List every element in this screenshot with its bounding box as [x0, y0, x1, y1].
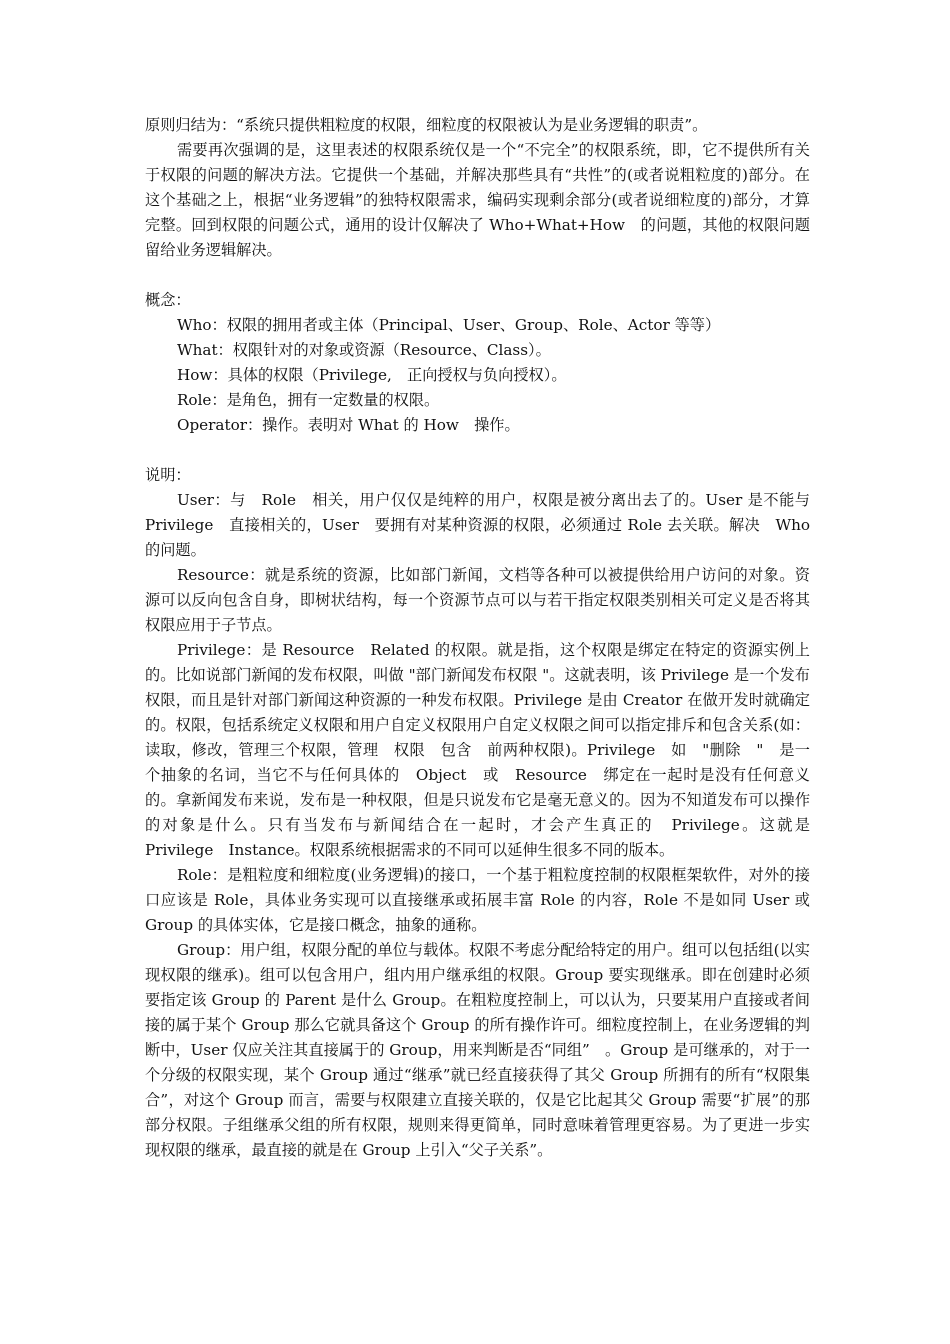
concept-operator: Operator：操作。表明对 What 的 How 操作。	[177, 416, 520, 434]
explanation-user: User：与 Role 相关，用户仅仅是纯粹的用户，权限是被分离出去了的。User 是不能与 Privilege 直接相关的，User 要拥有对某种资源的权限，必须通过 Role 去关联。解决 Who 的问题。	[145, 491, 826, 559]
concept-role: Role：是角色，拥有一定数量的权限。	[177, 391, 440, 409]
concept-who: Who：权限的拥用者或主体（Principal、User、Group、Role、Actor 等等）	[177, 316, 721, 334]
explanation-resource: Resource：就是系统的资源，比如部门新闻，文档等各种可以被提供给用户访问的对象。资源可以反向包含自身，即树状结构，每一个资源节点可以与若干指定权限类别相关可定义是否将其权限应用于子节点。	[145, 566, 810, 634]
intro-paragraph-1: 原则归结为：“系统只提供粗粒度的权限，细粒度的权限被认为是业务逻辑的职责”。	[145, 116, 708, 134]
spacer	[145, 263, 810, 288]
explanation-group: Group：用户组，权限分配的单位与载体。权限不考虑分配给特定的用户。组可以包括组(以实现权限的继承)。组可以包含用户，组内用户继承组的权限。Group 要实现继承。即在创建时必须要指定该 Group 的 Parent 是什么 Group。在粗粒度控制上，可以认为，只要某用户直接或者间接的属于某个 Group 那么它就具备这个 Group 的所有操作许可。细粒度控制上，在业务逻辑的判断中，User 仅应关注其直接属于的 Group，用来判断是否“同组” 。Group 是可继承的，对于一个分级的权限实现，某个 Group 通过“继承”就已经直接获得了其父 Group 所拥有的所有“权限集合”，对这个 Group 而言，需要与权限建立直接关联的，仅是它比起其父 Group 需要“扩展”的那部分权限。子组继承父组的所有权限，规则来得更简单，同时意味着管理更容易。为了更进一步实现权限的继承，最直接的就是在 Group 上引入“父子关系”。	[145, 941, 810, 1159]
concept-how: How：具体的权限（Privilege, 正向授权与负向授权）。	[177, 366, 567, 384]
concepts-heading: 概念：	[145, 291, 191, 309]
explanation-heading: 说明：	[145, 466, 191, 484]
spacer	[145, 438, 810, 463]
concept-what: What：权限针对的对象或资源（Resource、Class）。	[177, 341, 551, 359]
document-page	[145, 113, 826, 1163]
intro-paragraph-2: 需要再次强调的是，这里表述的权限系统仅是一个“不完全”的权限系统，即，它不提供所有关于权限的问题的解决方法。它提供一个基础，并解决那些具有“共性”的(或者说粗粒度的)部分。在这个基础之上，根据“业务逻辑”的独特权限需求，编码实现剩余部分(或者说细粒度的)部分，才算完整。回到权限的问题公式，通用的设计仅解决了 Who+What+How 的问题，其他的权限问题留给业务逻辑解决。	[145, 141, 810, 259]
explanation-privilege: Privilege：是 Resource Related 的权限。就是指，这个权限是绑定在特定的资源实例上的。比如说部门新闻的发布权限，叫做 "部门新闻发布权限 "。这就表明，该 Privilege 是一个发布权限，而且是针对部门新闻这种资源的一种发布权限。Privilege 是由 Creator 在做开发时就确定的。权限，包括系统定义权限和用户自定义权限用户自定义权限之间可以指定排斥和包含关系(如：读取，修改，管理三个权限，管理 权限 包含 前两种权限)。Privilege 如 "删除 " 是一个抽象的名词，当它不与任何具体的 Object 或 Resource 绑定在一起时是没有任何意义的。拿新闻发布来说，发布是一种权限，但是只说发布它是毫无意义的。因为不知道发布可以操作的对象是什么。只有当发布与新闻结合在一起时，才会产生真正的 Privilege。这就是 Privilege Instance。权限系统根据需求的不同可以延伸生很多不同的版本。	[145, 641, 826, 859]
explanation-role: Role：是粗粒度和细粒度(业务逻辑)的接口，一个基于粗粒度控制的权限框架软件，对外的接口应该是 Role，具体业务实现可以直接继承或拓展丰富 Role 的内容，Role 不是如同 User 或 Group 的具体实体，它是接口概念，抽象的通称。	[145, 866, 810, 934]
